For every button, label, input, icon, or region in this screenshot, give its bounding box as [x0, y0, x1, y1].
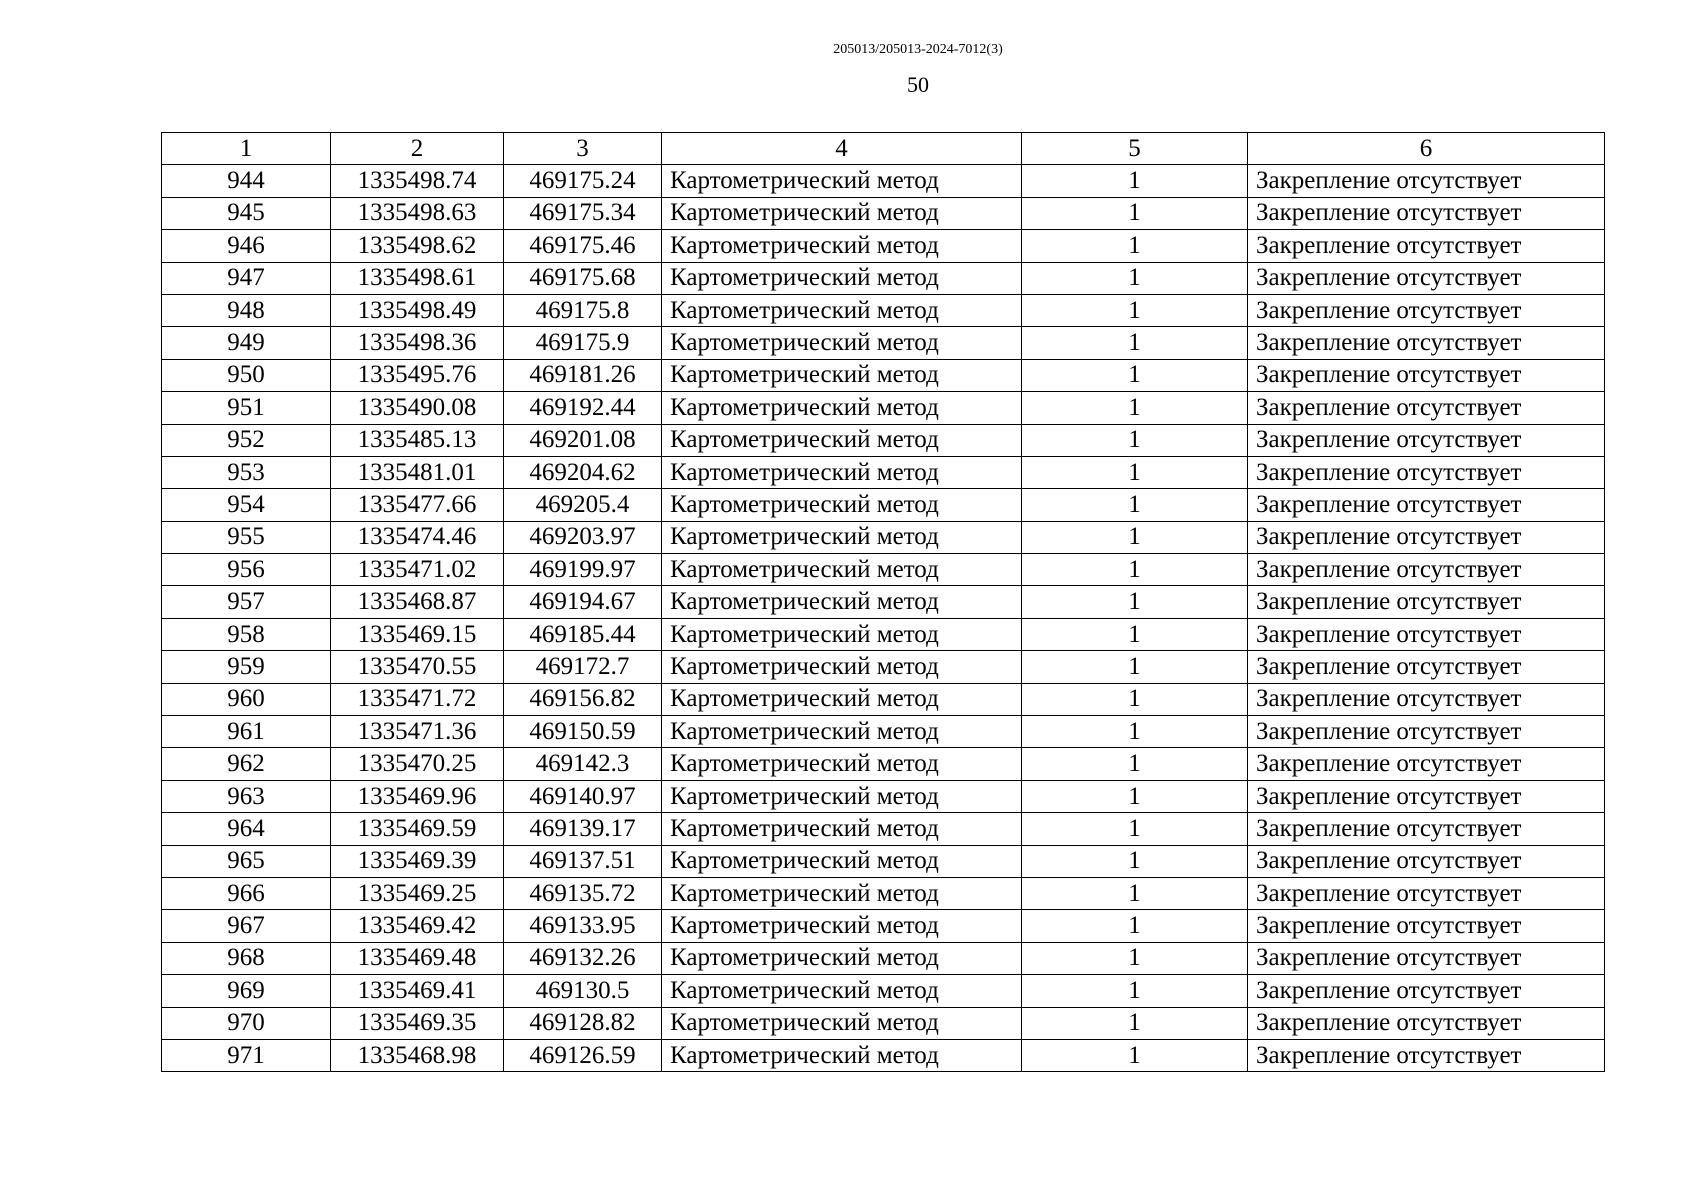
table-row: [162, 489, 1605, 521]
cell-fixation: Закрепление отсутствует: [1248, 683, 1605, 715]
table-header: [162, 133, 1605, 165]
cell-accuracy: 1: [1022, 813, 1248, 845]
cell-accuracy: 1: [1022, 845, 1248, 877]
cell-point-number: 947: [162, 262, 331, 294]
cell-point-number: 953: [162, 456, 331, 488]
cell-y-coordinate: 469175.8: [504, 294, 662, 326]
cell-y-coordinate: 469192.44: [504, 392, 662, 424]
cell-x-coordinate: 1335471.36: [331, 716, 504, 748]
cell-accuracy: 1: [1022, 489, 1248, 521]
cell-y-coordinate: 469126.59: [504, 1039, 662, 1071]
table-row: [162, 554, 1605, 586]
cell-x-coordinate: 1335469.96: [331, 780, 504, 812]
table-row: [162, 456, 1605, 488]
document-id: 205013/205013-2024-7012(3): [833, 42, 1003, 57]
column-header-5: 5: [1022, 133, 1248, 165]
cell-y-coordinate: 469185.44: [504, 618, 662, 650]
cell-y-coordinate: 469142.3: [504, 748, 662, 780]
cell-fixation: Закрепление отсутствует: [1248, 975, 1605, 1007]
cell-x-coordinate: 1335498.63: [331, 197, 504, 229]
cell-point-number: 968: [162, 942, 331, 974]
header-row: [162, 133, 1605, 165]
cell-accuracy: 1: [1022, 780, 1248, 812]
cell-fixation: Закрепление отсутствует: [1248, 910, 1605, 942]
table-row: [162, 910, 1605, 942]
cell-x-coordinate: 1335468.98: [331, 1039, 504, 1071]
cell-x-coordinate: 1335469.41: [331, 975, 504, 1007]
cell-accuracy: 1: [1022, 392, 1248, 424]
cell-accuracy: 1: [1022, 521, 1248, 553]
cell-y-coordinate: 469135.72: [504, 877, 662, 909]
cell-accuracy: 1: [1022, 716, 1248, 748]
cell-x-coordinate: 1335498.62: [331, 230, 504, 262]
cell-y-coordinate: 469201.08: [504, 424, 662, 456]
cell-method: Картометрический метод: [662, 521, 1022, 553]
table-row: [162, 165, 1605, 197]
cell-fixation: Закрепление отсутствует: [1248, 392, 1605, 424]
cell-point-number: 971: [162, 1039, 331, 1071]
cell-accuracy: 1: [1022, 1007, 1248, 1039]
cell-point-number: 948: [162, 294, 331, 326]
cell-x-coordinate: 1335470.25: [331, 748, 504, 780]
table-row: [162, 683, 1605, 715]
cell-point-number: 970: [162, 1007, 331, 1039]
coordinates-table: [161, 132, 1605, 1072]
cell-method: Картометрический метод: [662, 618, 1022, 650]
cell-y-coordinate: 469175.34: [504, 197, 662, 229]
cell-y-coordinate: 469130.5: [504, 975, 662, 1007]
table-row: [162, 845, 1605, 877]
cell-point-number: 950: [162, 359, 331, 391]
cell-method: Картометрический метод: [662, 748, 1022, 780]
cell-fixation: Закрепление отсутствует: [1248, 748, 1605, 780]
table-row: [162, 586, 1605, 618]
table-row: [162, 392, 1605, 424]
cell-y-coordinate: 469205.4: [504, 489, 662, 521]
table-row: [162, 877, 1605, 909]
cell-method: Картометрический метод: [662, 1007, 1022, 1039]
cell-point-number: 961: [162, 716, 331, 748]
cell-y-coordinate: 469132.26: [504, 942, 662, 974]
cell-y-coordinate: 469175.9: [504, 327, 662, 359]
table-row: [162, 294, 1605, 326]
cell-point-number: 963: [162, 780, 331, 812]
cell-fixation: Закрепление отсутствует: [1248, 262, 1605, 294]
cell-y-coordinate: 469203.97: [504, 521, 662, 553]
column-header-2: 2: [331, 133, 504, 165]
cell-accuracy: 1: [1022, 359, 1248, 391]
cell-method: Картометрический метод: [662, 651, 1022, 683]
cell-point-number: 959: [162, 651, 331, 683]
cell-fixation: Закрепление отсутствует: [1248, 942, 1605, 974]
cell-accuracy: 1: [1022, 456, 1248, 488]
cell-method: Картометрический метод: [662, 716, 1022, 748]
cell-fixation: Закрепление отсутствует: [1248, 521, 1605, 553]
cell-point-number: 957: [162, 586, 331, 618]
cell-fixation: Закрепление отсутствует: [1248, 877, 1605, 909]
cell-accuracy: 1: [1022, 586, 1248, 618]
cell-point-number: 964: [162, 813, 331, 845]
cell-point-number: 951: [162, 392, 331, 424]
cell-x-coordinate: 1335468.87: [331, 586, 504, 618]
cell-method: Картометрический метод: [662, 780, 1022, 812]
table-row: [162, 327, 1605, 359]
column-header-3: 3: [504, 133, 662, 165]
cell-x-coordinate: 1335498.74: [331, 165, 504, 197]
cell-y-coordinate: 469194.67: [504, 586, 662, 618]
cell-x-coordinate: 1335498.61: [331, 262, 504, 294]
table-row: [162, 197, 1605, 229]
cell-x-coordinate: 1335485.13: [331, 424, 504, 456]
cell-point-number: 958: [162, 618, 331, 650]
cell-fixation: Закрепление отсутствует: [1248, 230, 1605, 262]
cell-method: Картометрический метод: [662, 262, 1022, 294]
cell-x-coordinate: 1335469.15: [331, 618, 504, 650]
cell-fixation: Закрепление отсутствует: [1248, 456, 1605, 488]
table-row: [162, 813, 1605, 845]
cell-accuracy: 1: [1022, 618, 1248, 650]
cell-point-number: 946: [162, 230, 331, 262]
table-row: [162, 262, 1605, 294]
cell-x-coordinate: 1335495.76: [331, 359, 504, 391]
cell-method: Картометрический метод: [662, 165, 1022, 197]
table-row: [162, 651, 1605, 683]
table-body: [162, 165, 1605, 1072]
cell-x-coordinate: 1335498.49: [331, 294, 504, 326]
cell-point-number: 956: [162, 554, 331, 586]
cell-accuracy: 1: [1022, 165, 1248, 197]
table-row: [162, 618, 1605, 650]
cell-x-coordinate: 1335474.46: [331, 521, 504, 553]
cell-point-number: 967: [162, 910, 331, 942]
cell-point-number: 954: [162, 489, 331, 521]
cell-point-number: 949: [162, 327, 331, 359]
cell-fixation: Закрепление отсутствует: [1248, 716, 1605, 748]
cell-accuracy: 1: [1022, 327, 1248, 359]
cell-point-number: 965: [162, 845, 331, 877]
table-row: [162, 780, 1605, 812]
table-row: [162, 521, 1605, 553]
cell-method: Картометрический метод: [662, 813, 1022, 845]
cell-y-coordinate: 469140.97: [504, 780, 662, 812]
cell-accuracy: 1: [1022, 1039, 1248, 1071]
cell-fixation: Закрепление отсутствует: [1248, 197, 1605, 229]
cell-point-number: 962: [162, 748, 331, 780]
cell-method: Картометрический метод: [662, 910, 1022, 942]
cell-fixation: Закрепление отсутствует: [1248, 618, 1605, 650]
cell-y-coordinate: 469128.82: [504, 1007, 662, 1039]
cell-method: Картометрический метод: [662, 197, 1022, 229]
cell-method: Картометрический метод: [662, 424, 1022, 456]
cell-method: Картометрический метод: [662, 554, 1022, 586]
cell-fixation: Закрепление отсутствует: [1248, 780, 1605, 812]
cell-accuracy: 1: [1022, 942, 1248, 974]
cell-accuracy: 1: [1022, 197, 1248, 229]
cell-point-number: 944: [162, 165, 331, 197]
cell-x-coordinate: 1335469.48: [331, 942, 504, 974]
cell-method: Картометрический метод: [662, 1039, 1022, 1071]
cell-method: Картометрический метод: [662, 586, 1022, 618]
cell-y-coordinate: 469139.17: [504, 813, 662, 845]
cell-accuracy: 1: [1022, 975, 1248, 1007]
table-row: [162, 975, 1605, 1007]
cell-accuracy: 1: [1022, 910, 1248, 942]
cell-point-number: 952: [162, 424, 331, 456]
cell-fixation: Закрепление отсутствует: [1248, 554, 1605, 586]
cell-x-coordinate: 1335469.25: [331, 877, 504, 909]
cell-y-coordinate: 469181.26: [504, 359, 662, 391]
cell-point-number: 960: [162, 683, 331, 715]
cell-x-coordinate: 1335471.72: [331, 683, 504, 715]
table-row: [162, 748, 1605, 780]
cell-fixation: Закрепление отсутствует: [1248, 489, 1605, 521]
cell-accuracy: 1: [1022, 230, 1248, 262]
cell-method: Картометрический метод: [662, 456, 1022, 488]
cell-method: Картометрический метод: [662, 683, 1022, 715]
cell-point-number: 969: [162, 975, 331, 1007]
cell-x-coordinate: 1335469.39: [331, 845, 504, 877]
cell-method: Картометрический метод: [662, 392, 1022, 424]
cell-fixation: Закрепление отсутствует: [1248, 359, 1605, 391]
cell-method: Картометрический метод: [662, 327, 1022, 359]
cell-y-coordinate: 469204.62: [504, 456, 662, 488]
cell-y-coordinate: 469137.51: [504, 845, 662, 877]
cell-accuracy: 1: [1022, 877, 1248, 909]
cell-method: Картометрический метод: [662, 975, 1022, 1007]
column-header-1: 1: [162, 133, 331, 165]
cell-x-coordinate: 1335471.02: [331, 554, 504, 586]
column-header-4: 4: [662, 133, 1022, 165]
table-row: [162, 1039, 1605, 1071]
cell-method: Картометрический метод: [662, 942, 1022, 974]
cell-method: Картометрический метод: [662, 877, 1022, 909]
cell-accuracy: 1: [1022, 554, 1248, 586]
column-header-6: 6: [1248, 133, 1605, 165]
cell-accuracy: 1: [1022, 683, 1248, 715]
cell-accuracy: 1: [1022, 651, 1248, 683]
page-number: 50: [907, 72, 929, 97]
cell-y-coordinate: 469150.59: [504, 716, 662, 748]
cell-fixation: Закрепление отсутствует: [1248, 586, 1605, 618]
cell-y-coordinate: 469133.95: [504, 910, 662, 942]
cell-x-coordinate: 1335469.42: [331, 910, 504, 942]
table-row: [162, 424, 1605, 456]
table-row: [162, 942, 1605, 974]
cell-method: Картометрический метод: [662, 294, 1022, 326]
table-row: [162, 359, 1605, 391]
cell-y-coordinate: 469156.82: [504, 683, 662, 715]
cell-accuracy: 1: [1022, 424, 1248, 456]
cell-y-coordinate: 469175.24: [504, 165, 662, 197]
cell-fixation: Закрепление отсутствует: [1248, 165, 1605, 197]
cell-x-coordinate: 1335481.01: [331, 456, 504, 488]
cell-fixation: Закрепление отсутствует: [1248, 651, 1605, 683]
table-row: [162, 230, 1605, 262]
cell-x-coordinate: 1335477.66: [331, 489, 504, 521]
cell-accuracy: 1: [1022, 294, 1248, 326]
cell-fixation: Закрепление отсутствует: [1248, 813, 1605, 845]
cell-point-number: 955: [162, 521, 331, 553]
cell-point-number: 945: [162, 197, 331, 229]
cell-method: Картометрический метод: [662, 845, 1022, 877]
cell-x-coordinate: 1335469.59: [331, 813, 504, 845]
cell-point-number: 966: [162, 877, 331, 909]
cell-method: Картометрический метод: [662, 489, 1022, 521]
cell-fixation: Закрепление отсутствует: [1248, 424, 1605, 456]
cell-fixation: Закрепление отсутствует: [1248, 327, 1605, 359]
cell-x-coordinate: 1335469.35: [331, 1007, 504, 1039]
cell-accuracy: 1: [1022, 748, 1248, 780]
cell-method: Картометрический метод: [662, 230, 1022, 262]
cell-y-coordinate: 469199.97: [504, 554, 662, 586]
cell-method: Картометрический метод: [662, 359, 1022, 391]
cell-y-coordinate: 469175.46: [504, 230, 662, 262]
table-row: [162, 716, 1605, 748]
cell-y-coordinate: 469172.7: [504, 651, 662, 683]
cell-fixation: Закрепление отсутствует: [1248, 1007, 1605, 1039]
cell-x-coordinate: 1335498.36: [331, 327, 504, 359]
cell-fixation: Закрепление отсутствует: [1248, 1039, 1605, 1071]
table-row: [162, 1007, 1605, 1039]
cell-y-coordinate: 469175.68: [504, 262, 662, 294]
cell-fixation: Закрепление отсутствует: [1248, 845, 1605, 877]
cell-x-coordinate: 1335490.08: [331, 392, 504, 424]
cell-x-coordinate: 1335470.55: [331, 651, 504, 683]
cell-accuracy: 1: [1022, 262, 1248, 294]
cell-fixation: Закрепление отсутствует: [1248, 294, 1605, 326]
